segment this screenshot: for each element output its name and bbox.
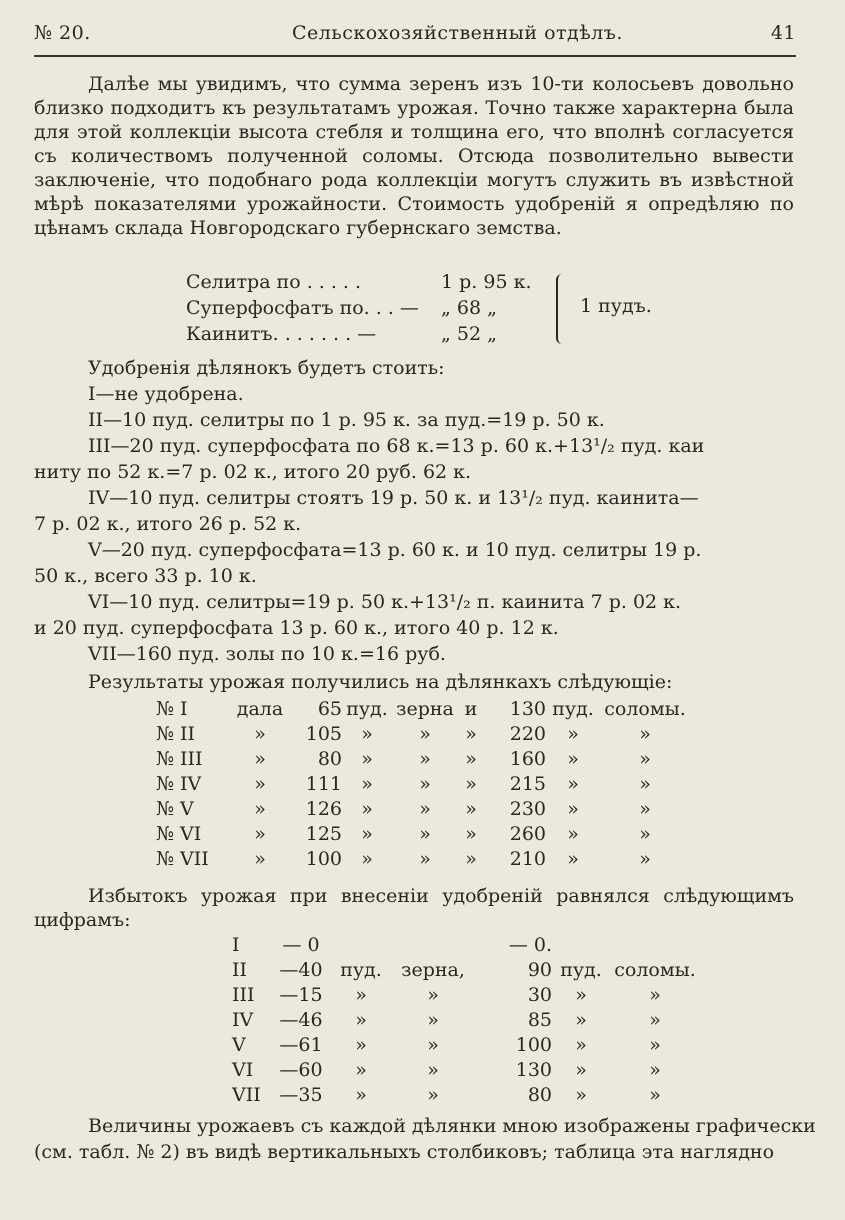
results-verb-cell: » bbox=[254, 797, 266, 820]
results-u2-cell: » bbox=[419, 772, 431, 795]
table-row bbox=[156, 771, 690, 796]
excess-u2-cell: » bbox=[427, 1058, 439, 1081]
excess-u4-cell: » bbox=[649, 983, 661, 1006]
excess-u3-cell: » bbox=[575, 1083, 587, 1106]
cost-line: 7 р. 02 к., итого 26 р. 52 к. bbox=[34, 513, 302, 535]
results-u5-cell: » bbox=[639, 747, 651, 770]
section-title: Сельскохозяйственный отдѣлъ. bbox=[292, 22, 623, 44]
results-verb-cell: » bbox=[254, 847, 266, 870]
fertilizer-row bbox=[186, 270, 532, 294]
results-u2-cell: » bbox=[419, 797, 431, 820]
excess-grain-cell: —15 bbox=[279, 983, 323, 1006]
cost-line: I—не удобрена. bbox=[88, 383, 244, 405]
results-grain-cell: 111 bbox=[305, 772, 342, 795]
excess-plot-cell: VI bbox=[232, 1058, 254, 1081]
cost-line: ниту по 52 к.=7 р. 02 к., итого 20 руб. 62 к. bbox=[34, 461, 472, 483]
excess-grain-cell: —35 bbox=[279, 1083, 323, 1106]
results-u5-cell: » bbox=[639, 797, 651, 820]
results-u4-cell: » bbox=[567, 772, 579, 795]
results-u5-cell: » bbox=[639, 722, 651, 745]
results-u3-cell: » bbox=[465, 797, 477, 820]
excess-u3-cell: » bbox=[575, 983, 587, 1006]
results-plot-cell: № IV bbox=[156, 772, 202, 795]
results-u4-cell: » bbox=[567, 822, 579, 845]
results-u2-cell: зерна bbox=[396, 697, 454, 720]
excess-u1-cell: » bbox=[355, 983, 367, 1006]
excess-u3-cell: » bbox=[575, 1008, 587, 1031]
excess-plot-cell: III bbox=[232, 983, 255, 1006]
results-u3-cell: » bbox=[465, 822, 477, 845]
header-rule bbox=[34, 55, 796, 57]
page-number: 41 bbox=[770, 22, 796, 44]
page-header bbox=[34, 22, 796, 52]
fertilizer-name: Каинитъ. . . . . . . — bbox=[186, 323, 377, 345]
excess-u2-cell: » bbox=[427, 1008, 439, 1031]
cost-line: V—20 пуд. суперфосфата=13 р. 60 к. и 10 пуд. селитры 19 р. bbox=[88, 539, 702, 561]
excess-u3-cell: » bbox=[575, 1033, 587, 1056]
results-u4-cell: пуд. bbox=[552, 697, 594, 720]
results-grain-cell: 126 bbox=[305, 797, 342, 820]
table-row bbox=[156, 821, 690, 846]
results-plot-cell: № VII bbox=[156, 847, 209, 870]
results-u1-cell: » bbox=[361, 847, 373, 870]
cost-line: 50 к., всего 33 р. 10 к. bbox=[34, 565, 257, 587]
costs-heading: Удобренія дѣлянокъ будетъ стоить: bbox=[88, 357, 445, 379]
excess-plot-cell: V bbox=[232, 1033, 246, 1056]
results-u2-cell: » bbox=[419, 847, 431, 870]
results-u2-cell: » bbox=[419, 822, 431, 845]
fertilizer-name: Селитра по . . . . . bbox=[186, 271, 362, 293]
excess-u4-cell: » bbox=[649, 1008, 661, 1031]
results-u3-cell: » bbox=[465, 772, 477, 795]
results-straw-cell: 130 bbox=[509, 697, 546, 720]
results-u3-cell: и bbox=[464, 697, 478, 720]
results-plot-cell: № II bbox=[156, 722, 196, 745]
excess-u4-cell: » bbox=[649, 1058, 661, 1081]
closing-line: (см. табл. № 2) въ видѣ вертикальныхъ столбиковъ; таблица эта наглядно bbox=[34, 1141, 775, 1163]
table-row bbox=[232, 957, 700, 982]
excess-plot-cell: II bbox=[232, 958, 248, 981]
results-straw-cell: 220 bbox=[509, 722, 546, 745]
excess-plot-cell: IV bbox=[232, 1008, 254, 1031]
results-u4-cell: » bbox=[567, 797, 579, 820]
results-u4-cell: » bbox=[567, 747, 579, 770]
cost-line: VI—10 пуд. селитры=19 р. 50 к.+13¹/₂ п. каинита 7 р. 02 к. bbox=[88, 591, 682, 613]
excess-u1-cell bbox=[330, 932, 392, 957]
excess-u3-cell: пуд. bbox=[560, 958, 602, 981]
results-u1-cell: » bbox=[361, 797, 373, 820]
cost-line: и 20 пуд. суперфосфата 13 р. 60 к., итого 40 р. 12 к. bbox=[34, 617, 559, 639]
excess-u4-cell bbox=[610, 932, 700, 957]
table-row bbox=[156, 846, 690, 871]
table-row bbox=[156, 696, 690, 721]
excess-u2-cell: » bbox=[427, 983, 439, 1006]
results-straw-cell: 230 bbox=[509, 797, 546, 820]
excess-grain-cell: — 0 bbox=[282, 933, 320, 956]
table-row bbox=[232, 982, 700, 1007]
closing-line: Величины урожаевъ съ каждой дѣлянки мною изображены графически bbox=[88, 1115, 816, 1137]
table-row bbox=[232, 1082, 700, 1107]
results-u1-cell: » bbox=[361, 822, 373, 845]
excess-straw-cell: 85 bbox=[527, 1008, 552, 1031]
results-plot-cell: № I bbox=[156, 697, 188, 720]
excess-u1-cell: » bbox=[355, 1083, 367, 1106]
table-row bbox=[156, 746, 690, 771]
results-grain-cell: 100 bbox=[305, 847, 342, 870]
excess-grain-cell: —61 bbox=[279, 1033, 323, 1056]
results-verb-cell: » bbox=[254, 822, 266, 845]
results-plot-cell: № VI bbox=[156, 822, 202, 845]
excess-u3-cell bbox=[552, 932, 610, 957]
excess-u1-cell: пуд. bbox=[340, 958, 382, 981]
excess-u2-cell: зерна, bbox=[401, 958, 465, 981]
results-plot-cell: № V bbox=[156, 797, 194, 820]
results-u5-cell: » bbox=[639, 822, 651, 845]
fertilizer-price: 1 р. 95 к. bbox=[441, 271, 532, 293]
results-straw-cell: 215 bbox=[509, 772, 546, 795]
results-straw-cell: 210 bbox=[509, 847, 546, 870]
results-u3-cell: » bbox=[465, 722, 477, 745]
results-u1-cell: » bbox=[361, 722, 373, 745]
results-u4-cell: » bbox=[567, 847, 579, 870]
results-verb-cell: дала bbox=[236, 697, 284, 720]
results-u5-cell: » bbox=[639, 847, 651, 870]
results-u2-cell: » bbox=[419, 747, 431, 770]
intro-paragraph: Далѣе мы увидимъ, что сумма зеренъ изъ 10-ти колосьевъ довольно близко подходитъ къ результатамъ урожая. Точно также характерна была для этой коллекціи высота стебля и толщина его, что вполнѣ согласуется съ количествомъ полученной соломы. Отсюда позволительно вывести заключеніе, что подобнаго рода коллекціи могутъ служить въ извѣстной мѣрѣ показателями урожайности. Стоимость удобреній я опредѣляю по цѣнамъ склада Новгородскаго губернскаго земства. bbox=[34, 73, 794, 239]
results-u5-cell: » bbox=[639, 772, 651, 795]
results-heading: Результаты урожая получились на дѣлянкахъ слѣдующіе: bbox=[88, 671, 673, 693]
results-u1-cell: » bbox=[361, 747, 373, 770]
excess-plot-cell: I bbox=[232, 933, 240, 956]
excess-grain-cell: —46 bbox=[279, 1008, 323, 1031]
excess-straw-cell: 80 bbox=[527, 1083, 552, 1106]
excess-straw-cell: 90 bbox=[527, 958, 552, 981]
results-u5-cell: соломы. bbox=[604, 697, 686, 720]
table-row bbox=[232, 932, 700, 957]
excess-u4-cell: соломы. bbox=[614, 958, 696, 981]
excess-grain-cell: —60 bbox=[279, 1058, 323, 1081]
excess-u4-cell: » bbox=[649, 1083, 661, 1106]
excess-grain-cell: —40 bbox=[279, 958, 323, 981]
excess-u1-cell: » bbox=[355, 1058, 367, 1081]
results-verb-cell: » bbox=[254, 747, 266, 770]
results-grain-cell: 80 bbox=[317, 747, 342, 770]
fertilizer-price: „ 68 „ bbox=[441, 297, 497, 319]
table-row bbox=[232, 1007, 700, 1032]
results-grain-cell: 125 bbox=[305, 822, 342, 845]
results-u3-cell: » bbox=[465, 747, 477, 770]
excess-u2-cell bbox=[392, 932, 474, 957]
results-u3-cell: » bbox=[465, 847, 477, 870]
excess-u2-cell: » bbox=[427, 1083, 439, 1106]
results-table bbox=[156, 696, 690, 871]
table-row bbox=[232, 1032, 700, 1057]
results-grain-cell: 65 bbox=[317, 697, 342, 720]
issue-number: № 20. bbox=[34, 22, 91, 44]
excess-straw-cell: — 0. bbox=[508, 933, 552, 956]
table-row bbox=[232, 1057, 700, 1082]
fertilizer-row bbox=[186, 296, 497, 320]
fertilizer-price: „ 52 „ bbox=[441, 323, 497, 345]
excess-u1-cell: » bbox=[355, 1008, 367, 1031]
results-u1-cell: » bbox=[361, 772, 373, 795]
cost-line: IV—10 пуд. селитры стоятъ 19 р. 50 к. и 13¹/₂ пуд. каинита— bbox=[88, 487, 699, 509]
results-straw-cell: 160 bbox=[509, 747, 546, 770]
results-u1-cell: пуд. bbox=[346, 697, 388, 720]
table-row bbox=[156, 721, 690, 746]
fertilizer-name: Суперфосфатъ по. . . — bbox=[186, 297, 419, 319]
cost-line: II—10 пуд. селитры по 1 р. 95 к. за пуд.=19 р. 50 к. bbox=[88, 409, 605, 431]
excess-heading: Избытокъ урожая при внесеніи удобреній равнялся слѣдующимъ цифрамъ: bbox=[34, 885, 794, 931]
results-plot-cell: № III bbox=[156, 747, 203, 770]
excess-u2-cell: » bbox=[427, 1033, 439, 1056]
excess-table bbox=[232, 932, 700, 1107]
fertilizer-row bbox=[186, 322, 497, 346]
results-u2-cell: » bbox=[419, 722, 431, 745]
table-row bbox=[156, 796, 690, 821]
results-straw-cell: 260 bbox=[509, 822, 546, 845]
excess-u1-cell: » bbox=[355, 1033, 367, 1056]
brace bbox=[556, 274, 568, 344]
excess-u3-cell: » bbox=[575, 1058, 587, 1081]
cost-line: III—20 пуд. суперфосфата по 68 к.=13 р. 60 к.+13¹/₂ пуд. каи bbox=[88, 435, 705, 457]
excess-straw-cell: 130 bbox=[515, 1058, 552, 1081]
results-verb-cell: » bbox=[254, 722, 266, 745]
results-u4-cell: » bbox=[567, 722, 579, 745]
excess-straw-cell: 100 bbox=[515, 1033, 552, 1056]
unit-label: 1 пудъ. bbox=[580, 295, 652, 317]
results-grain-cell: 105 bbox=[305, 722, 342, 745]
results-verb-cell: » bbox=[254, 772, 266, 795]
cost-line: VII—160 пуд. золы по 10 к.=16 руб. bbox=[88, 643, 446, 665]
excess-straw-cell: 30 bbox=[527, 983, 552, 1006]
excess-plot-cell: VII bbox=[232, 1083, 261, 1106]
excess-u4-cell: » bbox=[649, 1033, 661, 1056]
